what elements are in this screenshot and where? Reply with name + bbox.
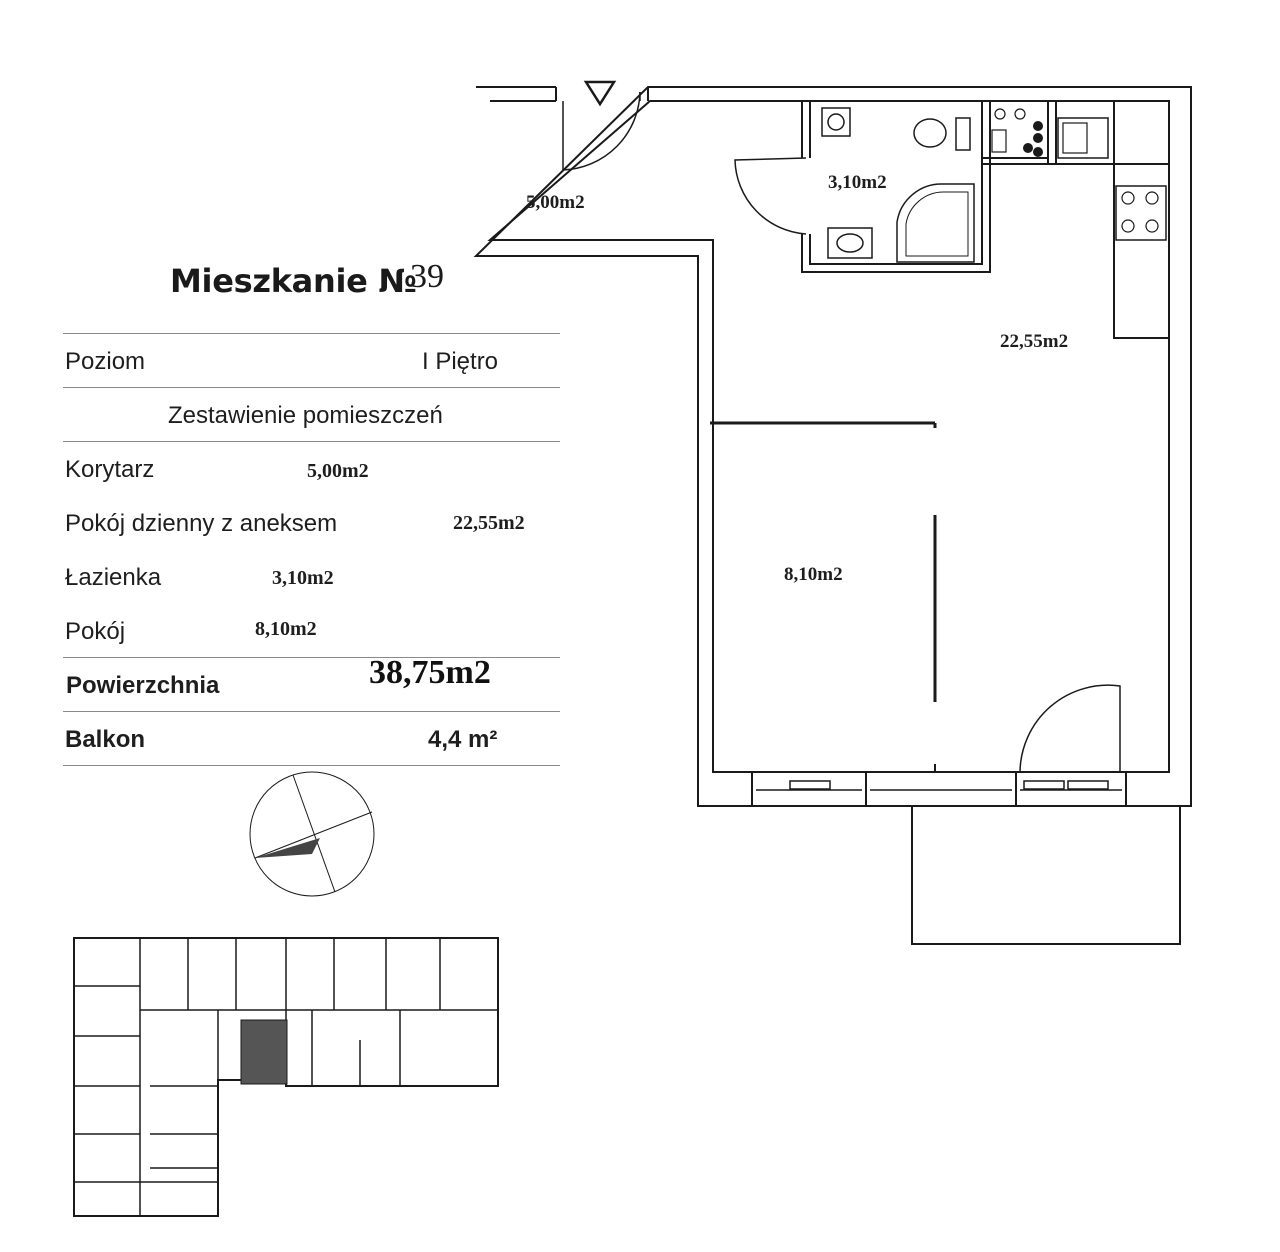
- room-area-living: 22,55m2: [453, 512, 525, 534]
- total-area-label: Powierzchnia: [66, 672, 220, 699]
- room-name-bathroom: Łazienka: [65, 564, 162, 591]
- section-title: Zestawienie pomieszczeń: [168, 402, 443, 429]
- sink-icon: [828, 228, 872, 258]
- washing-machine-icon: [822, 108, 850, 136]
- plan-label-room: 8,10m2: [784, 564, 843, 585]
- total-area-value: 38,75m2: [369, 654, 491, 691]
- balcony: [912, 806, 1180, 944]
- balcony-label: Balkon: [65, 726, 146, 753]
- balcony-value: 4,4 m²: [428, 726, 498, 753]
- apartment-title: Mieszkanie №: [170, 262, 417, 300]
- room-area-corridor: 5,00m2: [307, 460, 369, 482]
- bathroom-door: [735, 158, 806, 234]
- compass-icon: [250, 772, 374, 896]
- level-value: I Piętro: [422, 348, 499, 375]
- apartment-highlight: [241, 1020, 287, 1084]
- room-name-room: Pokój: [65, 618, 126, 645]
- room-area-room: 8,10m2: [255, 618, 317, 640]
- balcony-door: [1020, 685, 1120, 772]
- room-name-living: Pokój dzienny z aneksem: [65, 510, 338, 537]
- plan-label-bathroom: 3,10m2: [828, 172, 887, 193]
- apartment-number: 39: [410, 258, 444, 295]
- plan-label-corridor: 5,00m2: [526, 192, 585, 213]
- room-name-corridor: Korytarz: [65, 456, 155, 483]
- kitchen-sink-icon: [1058, 118, 1108, 158]
- room-area-bathroom: 3,10m2: [272, 567, 334, 589]
- level-label: Poziom: [65, 348, 146, 375]
- plan-label-living: 22,55m2: [1000, 331, 1069, 352]
- toilet-icon: [914, 119, 946, 147]
- inner-wall: [490, 101, 1169, 772]
- shower-icon: [897, 184, 974, 262]
- entrance-triangle-icon: [586, 82, 614, 104]
